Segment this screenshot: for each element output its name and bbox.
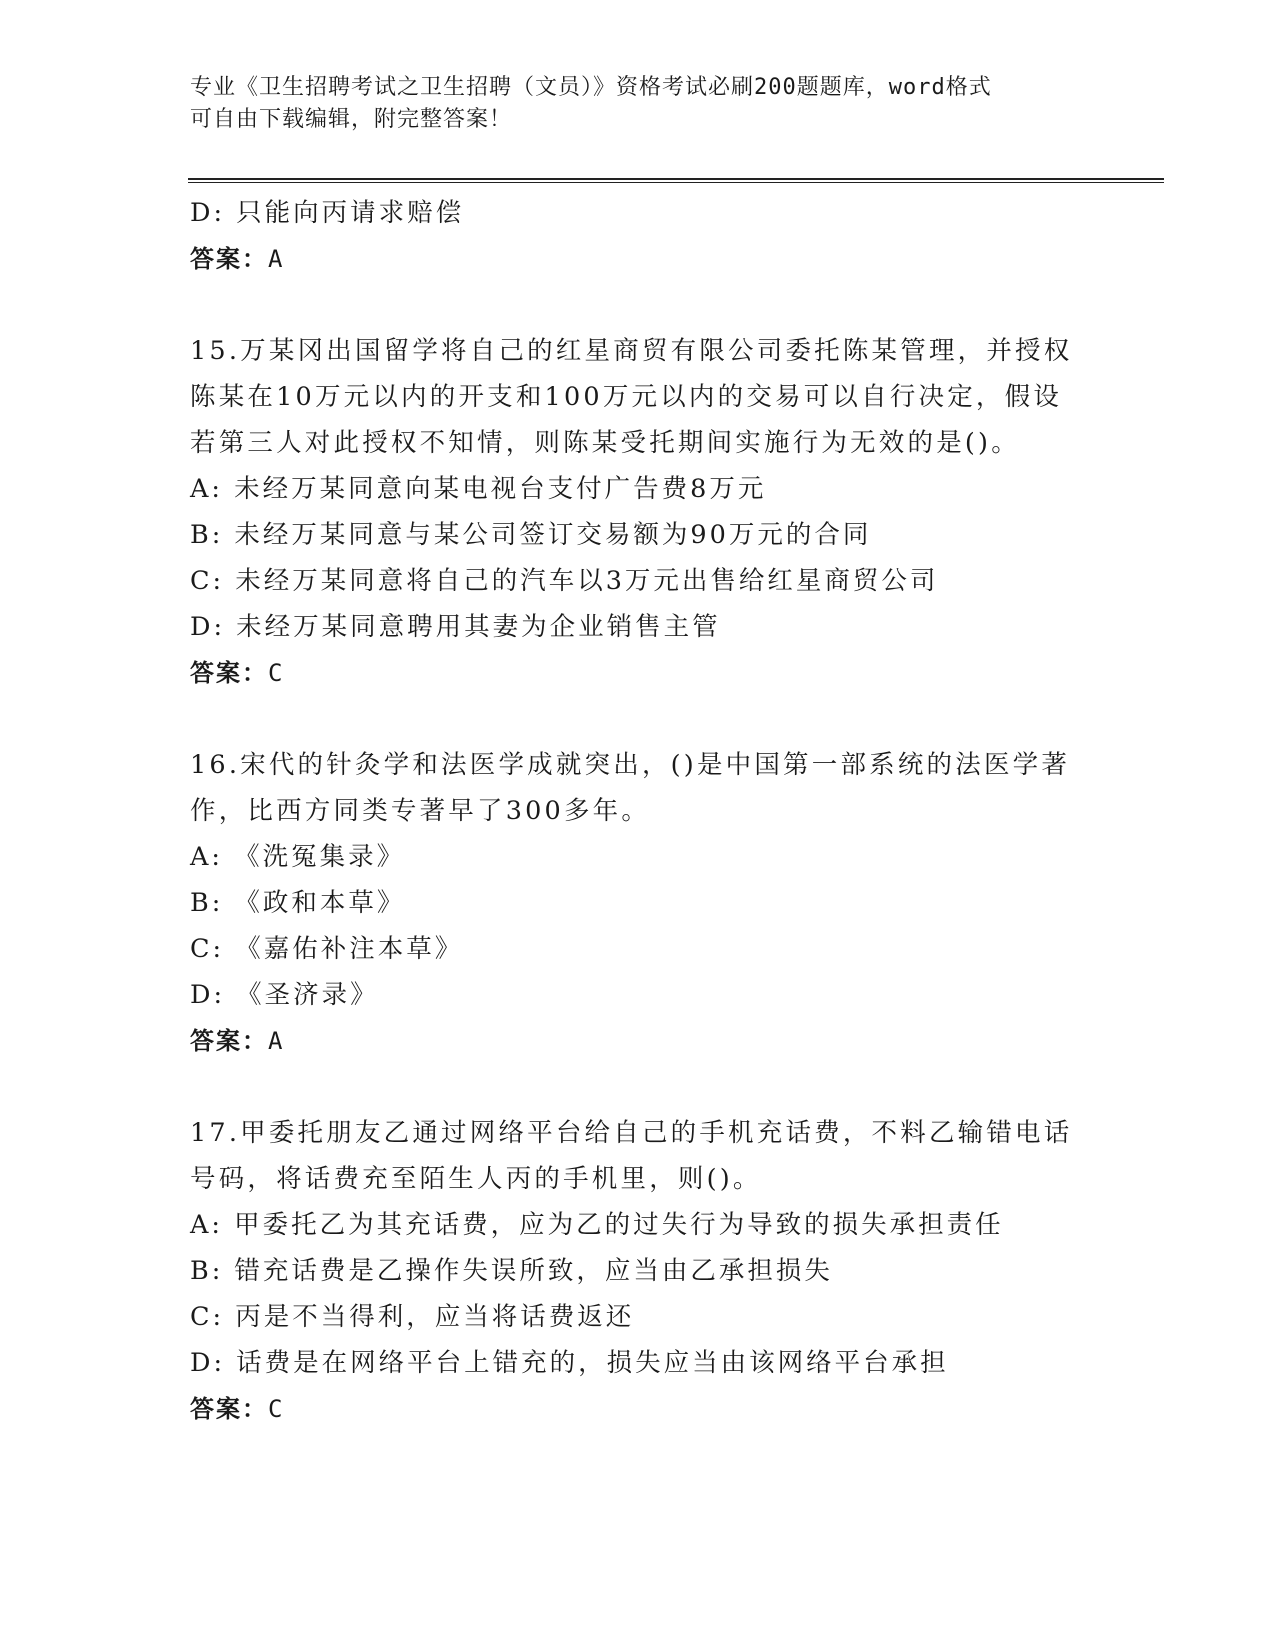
answer-line	[190, 1018, 1090, 1064]
document-body	[190, 190, 1090, 1432]
answer-value: C	[268, 1395, 285, 1423]
header-line-2: 可自由下载编辑，附完整答案！	[190, 107, 513, 132]
answer-line	[190, 1386, 1090, 1432]
option-c: C: 《嘉佑补注本草》	[190, 934, 464, 964]
spacer	[190, 696, 1090, 742]
option-a: A: 甲委托乙为其充话费，应为乙的过失行为导致的损失承担责任	[190, 1210, 1004, 1240]
previous-question-tail	[190, 190, 1090, 282]
question-stem-line: 16.宋代的针灸学和法医学成就突出，()是中国第一部系统的法医学著	[190, 750, 1071, 780]
answer-line	[190, 650, 1090, 696]
option-d: D: 未经万某同意聘用其妻为企业销售主管	[190, 612, 721, 642]
answer-value: C	[268, 659, 285, 687]
option-d: D: 话费是在网络平台上错充的，损失应当由该网络平台承担	[190, 1348, 949, 1378]
question-stem-line: 若第三人对此授权不知情，则陈某受托期间实施行为无效的是()。	[190, 428, 1020, 458]
question-stem-line: 作，比西方同类专著早了300多年。	[190, 796, 651, 826]
header-line-1: 专业《卫生招聘考试之卫生招聘（文员）》资格考试必刷200题题库，word格式	[190, 75, 992, 100]
question-16	[190, 742, 1090, 1064]
option-b: B: 《政和本草》	[190, 888, 406, 918]
option-a: A: 未经万某同意向某电视台支付广告费8万元	[190, 474, 767, 504]
answer-value: A	[268, 1027, 285, 1055]
question-stem-line: 陈某在10万元以内的开支和100万元以内的交易可以自行决定，假设	[190, 382, 1063, 412]
question-stem-line: 号码，将话费充至陌生人丙的手机里，则()。	[190, 1164, 762, 1194]
question-stem-line: 17.甲委托朋友乙通过网络平台给自己的手机充话费，不料乙输错电话	[190, 1118, 1073, 1148]
option-a: A: 《洗冤集录》	[190, 842, 406, 872]
answer-label: 答案：	[190, 1027, 268, 1055]
answer-label: 答案：	[190, 659, 268, 687]
answer-line	[190, 236, 1090, 282]
option-b: B: 未经万某同意与某公司签订交易额为90万元的合同	[190, 520, 872, 550]
option-d: D: 《圣济录》	[190, 980, 379, 1010]
answer-value: A	[268, 245, 285, 273]
spacer	[190, 1064, 1090, 1110]
question-17	[190, 1110, 1090, 1432]
option-b: B: 错充话费是乙操作失误所致，应当由乙承担损失	[190, 1256, 833, 1286]
spacer	[190, 282, 1090, 328]
answer-label: 答案：	[190, 1395, 268, 1423]
option-c: C: 丙是不当得利，应当将话费返还	[190, 1302, 635, 1332]
question-15	[190, 328, 1090, 696]
header-divider	[188, 178, 1164, 183]
option-c: C: 未经万某同意将自己的汽车以3万元出售给红星商贸公司	[190, 566, 939, 596]
page-header	[190, 72, 1070, 136]
answer-label: 答案：	[190, 245, 268, 273]
question-stem-line: 15.万某冈出国留学将自己的红星商贸有限公司委托陈某管理，并授权	[190, 336, 1073, 366]
option-d: D: 只能向丙请求赔偿	[190, 198, 465, 228]
